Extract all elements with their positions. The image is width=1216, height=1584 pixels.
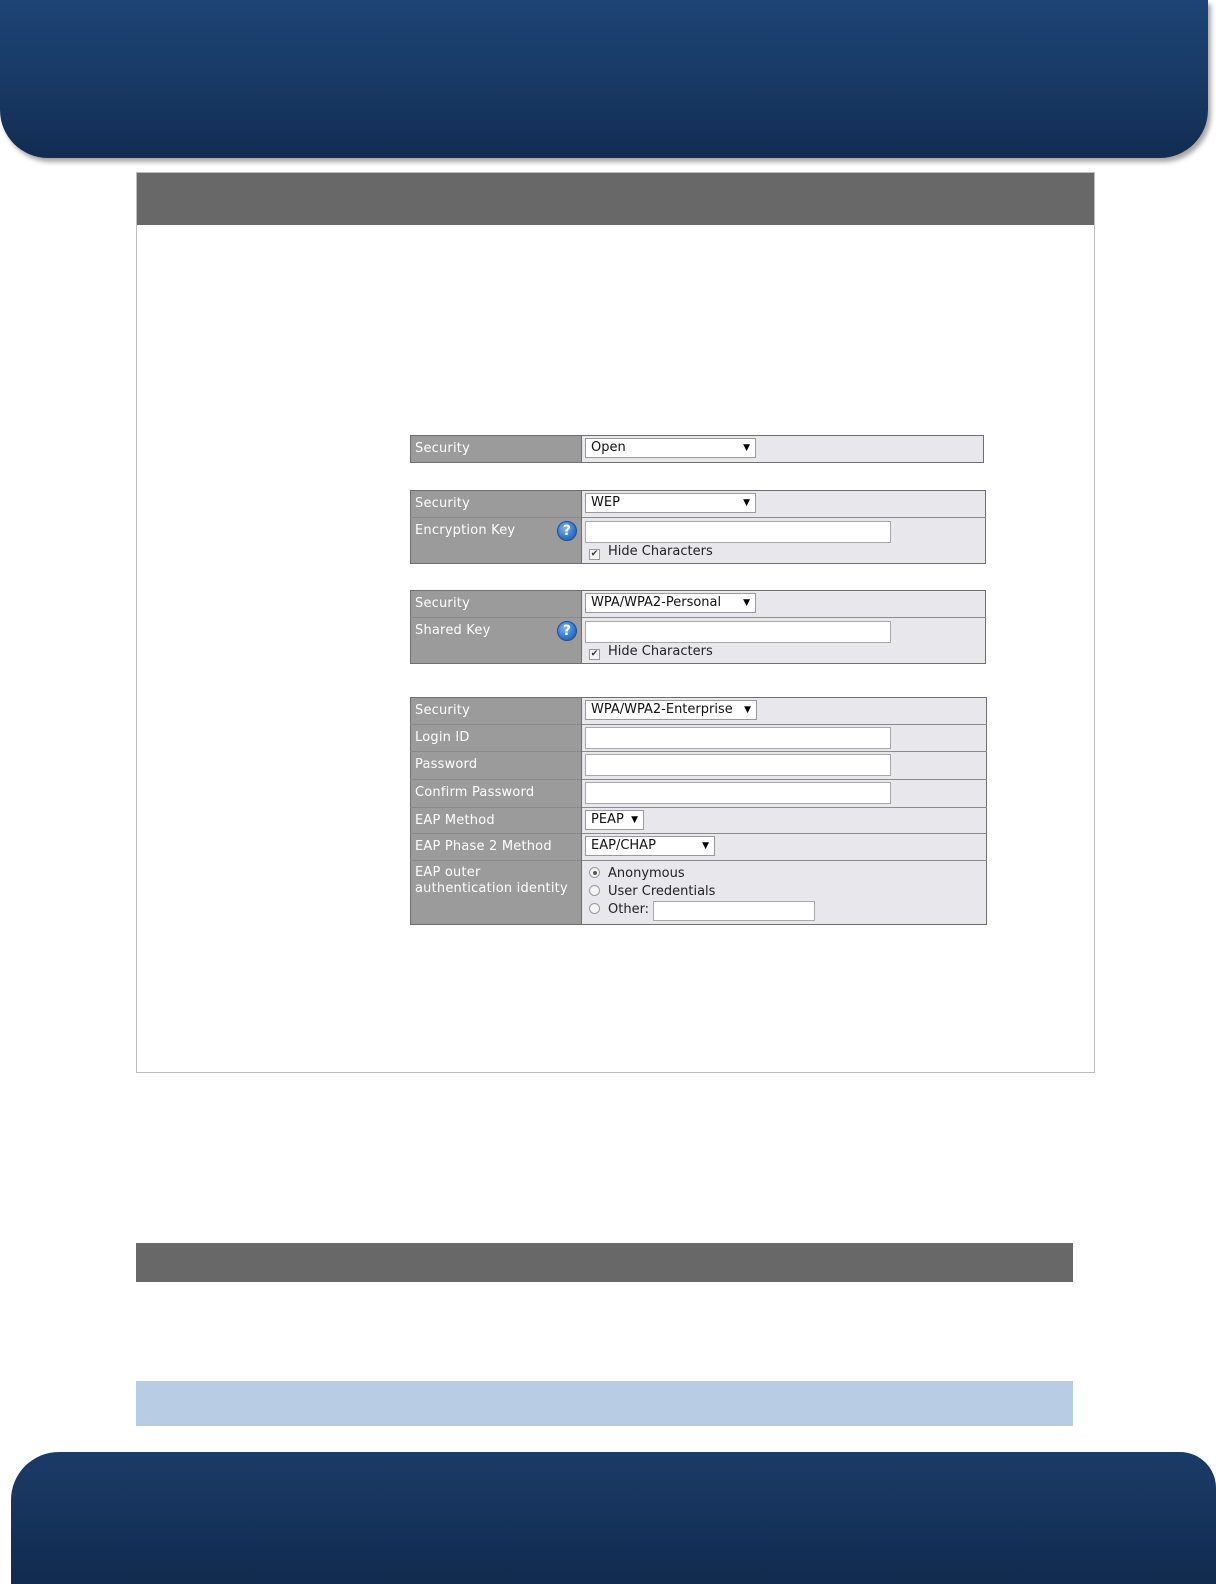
other-label: Other: <box>608 902 650 917</box>
user-credentials-radio[interactable] <box>589 885 600 896</box>
dropdown-arrow-icon: ▼ <box>702 841 709 851</box>
user-credentials-label: User Credentials <box>608 884 716 899</box>
login-id-input[interactable] <box>585 727 891 749</box>
other-identity-input[interactable] <box>653 901 815 921</box>
confirm-password-label: Confirm Password <box>411 780 582 808</box>
hide-characters-label: Hide Characters <box>608 644 713 659</box>
password-label: Password <box>411 752 582 780</box>
login-id-label: Login ID <box>411 725 582 752</box>
security-select[interactable]: WEP ▼ <box>585 493 756 513</box>
dropdown-arrow-icon: ▼ <box>743 598 750 608</box>
eap-method-select[interactable]: PEAP ▼ <box>585 810 644 830</box>
anonymous-label: Anonymous <box>608 866 685 881</box>
open-security-table <box>410 435 984 463</box>
panel-header-bar <box>137 173 1094 225</box>
security-select[interactable]: Open ▼ <box>585 438 756 458</box>
eap-method-label: EAP Method <box>411 808 582 834</box>
info-panel-header <box>136 1243 1073 1282</box>
encryption-key-label: Encryption Key <box>415 523 516 538</box>
hide-characters-label: Hide Characters <box>608 544 713 559</box>
eap-phase2-method-label: EAP Phase 2 Method <box>411 834 582 861</box>
hide-characters-checkbox[interactable]: ✔ <box>590 549 599 559</box>
security-label: Security <box>411 491 582 518</box>
password-input[interactable] <box>585 754 891 776</box>
help-icon[interactable]: ? <box>557 521 577 541</box>
hide-characters-checkbox[interactable]: ✔ <box>590 649 599 659</box>
security-label: Security <box>411 436 582 463</box>
wep-security-table <box>410 490 986 564</box>
header-band <box>0 0 1208 158</box>
dropdown-arrow-icon: ▼ <box>631 815 638 825</box>
dropdown-arrow-icon: ▼ <box>744 705 751 715</box>
eap-outer-identity-label: EAP outer authentication identity <box>411 861 582 925</box>
shared-key-label: Shared Key <box>415 623 491 638</box>
security-label: Security <box>411 698 582 725</box>
anonymous-radio[interactable] <box>589 867 600 878</box>
dropdown-arrow-icon: ▼ <box>743 498 750 508</box>
eap-phase2-method-select[interactable]: EAP/CHAP ▼ <box>585 836 715 856</box>
other-radio[interactable] <box>589 903 600 914</box>
dropdown-arrow-icon: ▼ <box>743 443 750 453</box>
help-icon[interactable]: ? <box>557 621 577 641</box>
info-panel-footer <box>136 1381 1073 1426</box>
security-label: Security <box>411 591 582 618</box>
info-panel <box>136 1243 1073 1426</box>
footer-band <box>11 1452 1216 1584</box>
shared-key-input[interactable] <box>585 621 891 643</box>
confirm-password-input[interactable] <box>585 782 891 804</box>
security-select[interactable]: WPA/WPA2-Enterprise ▼ <box>585 700 757 720</box>
security-select[interactable]: WPA/WPA2-Personal ▼ <box>585 593 756 613</box>
personal-security-table <box>410 590 986 664</box>
enterprise-security-table <box>410 697 987 925</box>
encryption-key-input[interactable] <box>585 521 891 543</box>
